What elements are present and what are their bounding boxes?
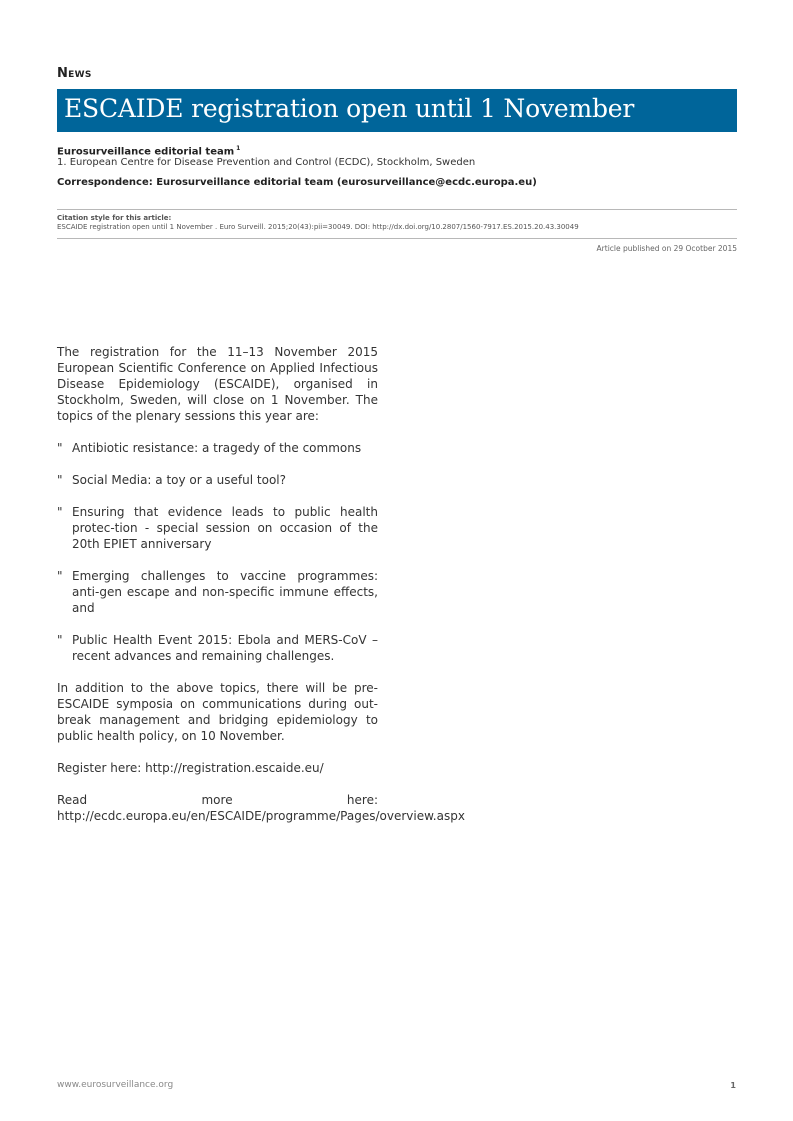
register-link[interactable]: Register here: http://registration.escaide.eu/: [57, 761, 324, 775]
divider-top: [57, 209, 737, 210]
list-item: [57, 504, 378, 552]
title-banner: [57, 89, 737, 132]
list-item-text: Social Media: a toy or a useful tool?: [72, 473, 286, 487]
list-item: [57, 440, 378, 456]
section-label: News: [57, 66, 92, 81]
footer-url[interactable]: www.eurosurveillance.org: [57, 1080, 174, 1090]
bullet-mark: ": [57, 473, 63, 487]
list-item: [57, 472, 378, 488]
correspondence: Correspondence: Eurosurveillance editorial team (eurosurveillance@ecdc.europa.eu): [57, 177, 537, 188]
author-name: Eurosurveillance editorial team: [57, 146, 235, 158]
divider-bottom: [57, 238, 737, 239]
read-more-link[interactable]: Read more here: http://ecdc.europa.eu/en/ESCAIDE/programme/Pages/overview.aspx: [57, 793, 465, 823]
published-date: Article published on 29 Ocotber 2015: [596, 244, 737, 253]
list-item-text: Ensuring that evidence leads to public health protec-tion - special session on occasion of the 20th EPIET anniversary: [72, 505, 378, 551]
intro-paragraph: The registration for the 11–13 November 2015 European Scientific Conference on Applied Infectious Disease Epidemiology (ESCAIDE), organised in Stockholm, Sweden, will close on 1 November. The topics of the plenary sessions this year are:: [57, 345, 378, 423]
page-number: 1: [730, 1081, 736, 1090]
author-line: [57, 145, 240, 157]
article-title: ESCAIDE registration open until 1 November: [64, 94, 635, 123]
list-item-text: Antibiotic resistance: a tragedy of the commons: [72, 441, 362, 455]
list-item: [57, 632, 378, 664]
affiliation-marker: 1: [236, 145, 241, 152]
bullet-mark: ": [57, 569, 63, 583]
list-item: [57, 568, 378, 616]
citation-text: ESCAIDE registration open until 1 November . Euro Surveill. 2015;20(43):pii=30049. DOI: http://dx.doi.org/10.2807/1560-7917.ES.2015.20.43.30049: [57, 223, 579, 231]
bullet-mark: ": [57, 633, 63, 647]
topics-list: [57, 440, 378, 664]
bullet-mark: ": [57, 505, 63, 519]
citation-label: Citation style for this article:: [57, 214, 172, 222]
bullet-mark: ": [57, 441, 63, 455]
list-item-text: Emerging challenges to vaccine programmes: anti-gen escape and non-specific immune effects, and: [72, 569, 378, 615]
article-body: [57, 344, 465, 840]
affiliation: 1. European Centre for Disease Prevention and Control (ECDC), Stockholm, Sweden: [57, 157, 476, 168]
list-item-text: Public Health Event 2015: Ebola and MERS-CoV – recent advances and remaining challenges.: [72, 633, 378, 663]
addition-paragraph: In addition to the above topics, there will be pre-ESCAIDE symposia on communications during out-break management and bridging epidemiology to public health policy, on 10 November.: [57, 681, 378, 743]
